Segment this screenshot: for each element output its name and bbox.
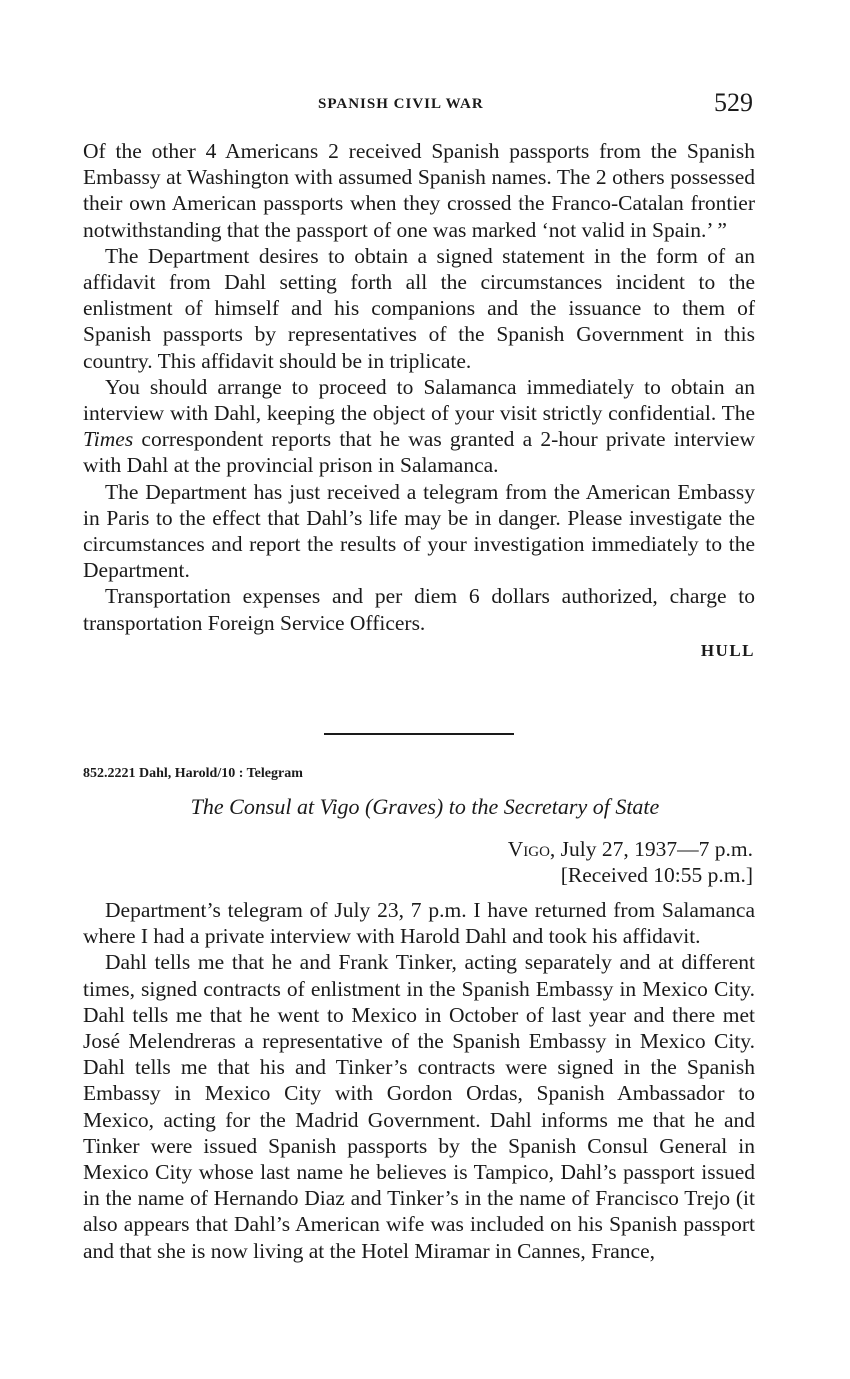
running-title: SPANISH CIVIL WAR <box>318 96 484 112</box>
paragraph: The Department desires to obtain a signed statement in the form of an affidavit from Dahl setting forth all the circumstances incident to the enlistment of himself and his companions and the issuance to them of Spanish passports by representatives of the Spanish Government in this country. This affidavit should be in triplicate. <box>83 243 755 373</box>
paragraph: Transportation expenses and per diem 6 dollars authorized, charge to transportation Foreign Service Officers. <box>83 584 755 635</box>
paragraph: Of the other 4 Americans 2 received Spanish passports from the Spanish Embassy at Washington with assumed Spanish names. The 2 others possessed their own American passports when they crossed the Franco-Catalan frontier notwithstanding that the passport of one was marked ‘not valid in Spain.’ ” <box>83 139 755 242</box>
page-number: 529 <box>714 88 753 117</box>
section-divider <box>324 733 514 735</box>
telegram-body <box>83 897 755 1264</box>
signature: HULL <box>700 640 755 660</box>
running-head <box>0 88 850 122</box>
file-reference: 852.2221 Dahl, Harold/10 : Telegram <box>83 766 303 781</box>
newspaper-name: Times <box>83 427 134 452</box>
paragraph: Dahl tells me that he and Frank Tinker, acting separately and at different times, signed contracts of enlistment in the Spanish Embassy in Mexico City. Dahl tells me that he went to Mexico in October of last year and there met José Melendreras a representative of the Spanish Embassy in Mexico City. Dahl tells me that his and Tinker’s contracts were signed in the Spanish Embassy in Mexico City with Gordon Ordas, Spanish Ambassador to Mexico, acting for the Madrid Government. Dahl informs me that he and Tinker were issued Spanish passports by the Spanish Consul General in Mexico City whose last name he believes is Tampico, Dahl’s passport issued in the name of Hernando Diaz and Tinker’s in the name of Francisco Trejo (it also appears that Dahl’s American wife was included on his Spanish passport and that she is now living at the Hotel Miramar in Cannes, France, <box>83 950 755 1263</box>
instruction-letter <box>83 138 755 664</box>
text-run: correspondent reports that he was granted a 2-hour private interview with Dahl at the provincial prison in Salamanca. <box>83 427 755 478</box>
dateline-date: , July 27, 1937—7 p.m. <box>549 837 753 861</box>
document-title: The Consul at Vigo (Graves) to the Secretary of State <box>190 794 660 819</box>
paragraph: The Department has just received a telegram from the American Embassy in Paris to the effect that Dahl’s life may be in danger. Please investigate the circumstances and report the results of your investigation immediately to the Department. <box>83 479 755 583</box>
dateline <box>83 836 753 888</box>
text-run: You should arrange to proceed to Salamanca immediately to obtain an interview with Dahl, keeping the object of your visit strictly confidential. The <box>83 374 755 426</box>
paragraph <box>83 374 755 479</box>
received-time: [Received 10:55 p.m.] <box>560 863 753 888</box>
dateline-main <box>83 836 753 862</box>
dateline-place: Vigo <box>507 837 550 861</box>
paragraph: Department’s telegram of July 23, 7 p.m. I have returned from Salamanca where I had a private interview with Harold Dahl and took his affidavit. <box>83 898 755 949</box>
